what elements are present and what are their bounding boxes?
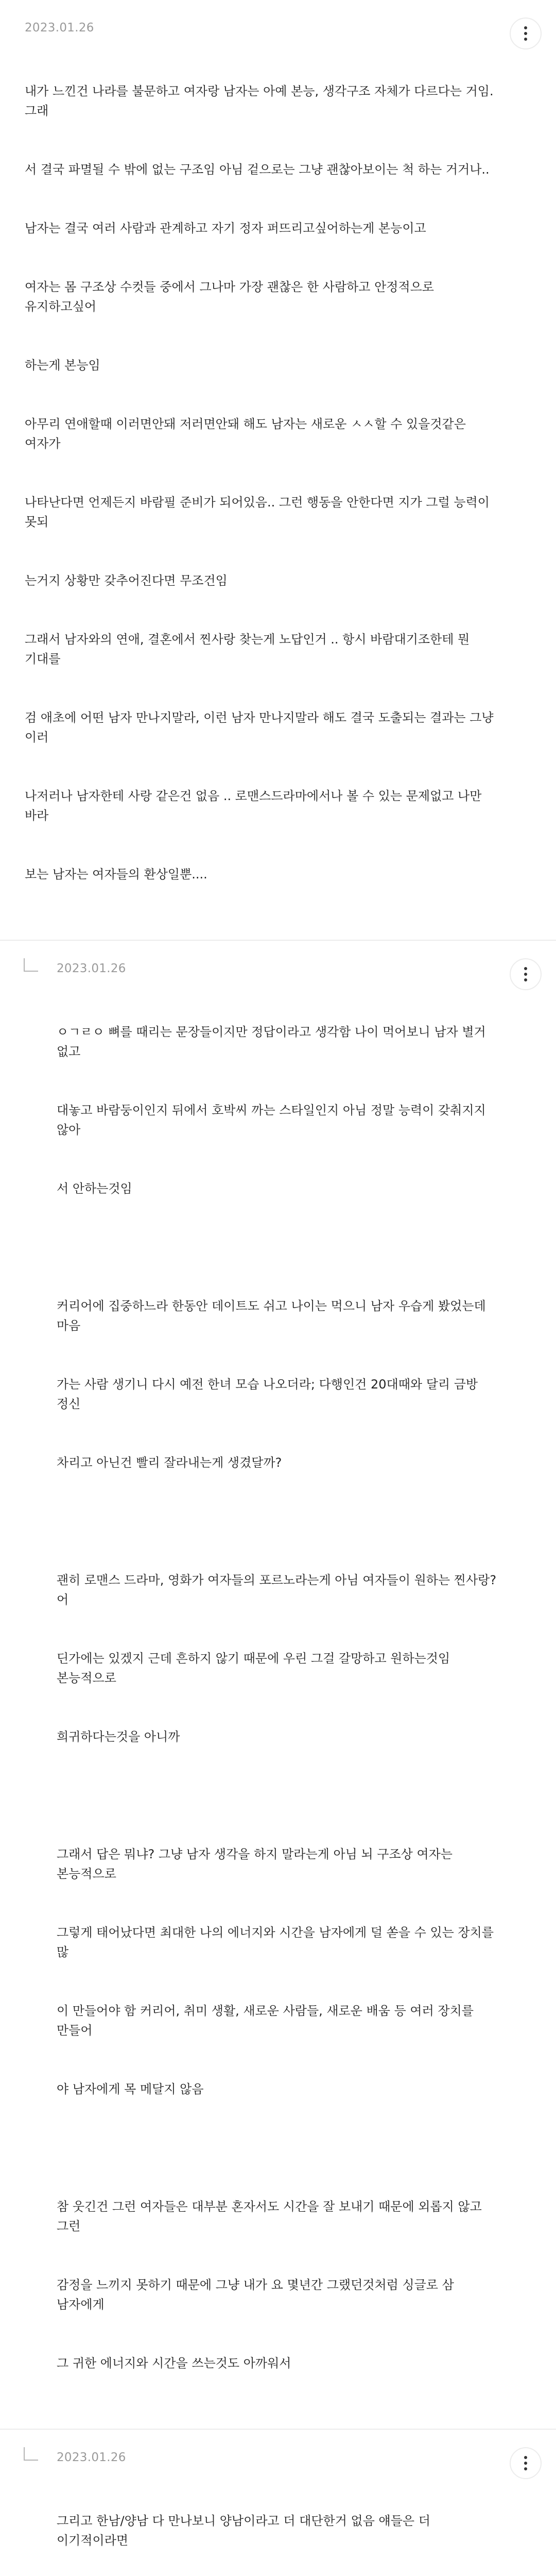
reply-comment: [0, 2430, 556, 2576]
comment-line: 희귀하다는것을 아니까: [57, 1730, 180, 1744]
more-options-button[interactable]: [510, 958, 542, 990]
comment: [0, 0, 556, 941]
reply-arrow-icon: [24, 2447, 38, 2461]
comment-line: 그리고 한남/양남 다 만나보니 양남이라고 더 대단한거 없음 얘들은 더 이기적이라면: [57, 2514, 435, 2548]
comment-date: 2023.01.26: [57, 962, 126, 975]
comment-line: 하는게 본능임: [25, 358, 100, 372]
more-vertical-icon: [524, 967, 527, 981]
comment-line: 여자는 몸 구조상 수컷들 중에서 그나마 가장 괜찮은 한 사람하고 안정적으로 유지하고싶어: [25, 280, 438, 314]
comment-paragraph: [57, 1531, 505, 1786]
comment-date: 2023.01.26: [25, 21, 94, 35]
reply-arrow-icon: [24, 958, 38, 972]
comment-line: 내가 느낀건 나라를 불문하고 여자랑 남자는 아예 본능, 생각구조 자체가 다르다는 거임. 그래: [25, 84, 498, 118]
comment-paragraph: [57, 983, 505, 1238]
comment-line: 감정을 느끼지 못하기 때문에 그냥 내가 요 몇년간 그랬던것처럼 싱글로 삼 남자에게: [57, 2278, 458, 2312]
comment-line: 그 귀한 에너지와 시간을 쓰는것도 아까워서: [57, 2356, 291, 2370]
comment-line: 서 안하는것임: [57, 1181, 132, 1196]
comment-line: 대놓고 바람둥이인지 뒤에서 호박씨 까는 스타일인지 아님 정말 능력이 갖춰지지 않아: [57, 1103, 490, 1137]
comment-line: 커리어에 집중하느라 한동안 데이트도 쉬고 나이는 먹으니 남자 우습게 봤었는데 마음: [57, 1299, 490, 1333]
comment-paragraph: [57, 2158, 505, 2412]
comment-line: 딘가에는 있겠지 근데 흔하지 않기 때문에 우린 그걸 갈망하고 원하는것임 본능적으로: [57, 1651, 454, 1685]
comment-line: 나타난다면 언제든지 바람필 준비가 되어있음.. 그런 행동을 안한다면 지가 그럴 능력이 못되: [25, 495, 494, 529]
reply-comment: [0, 941, 556, 2430]
comment-line: ㅇㄱㄹㅇ 뼈를 때리는 문장들이지만 정답이라고 생각함 나이 먹어보니 남자 별거 없고: [57, 1025, 490, 1059]
comment-line: 가는 사람 생기니 다시 예전 한녀 모습 나오더라; 다행인건 20대때와 달리 금방 정신: [57, 1377, 482, 1411]
comment-line: 서 결국 파멸될 수 밖에 없는 구조임 아님 겉으로는 그냥 괜찮아보이는 척 하는 거거나..: [25, 162, 490, 177]
comment-paragraph: [57, 1257, 505, 1512]
comment-line: 검 애초에 어떤 남자 만나지말라, 이런 남자 만나지말라 해도 결국 도출되는 결과는 그냥 이러: [25, 710, 498, 744]
comment-line: 차리고 아닌건 빨리 잘라내는게 생겼달까?: [57, 1455, 282, 1470]
comment-line: 는거지 상황만 갖추어진다면 무조건임: [25, 573, 228, 588]
comment-paragraph: [57, 2472, 505, 2576]
comment-paragraph: [57, 1805, 505, 2138]
comment-line: 참 웃긴건 그런 여자들은 대부분 혼자서도 시간을 잘 보내기 때문에 외롭지 않고 그런: [57, 2199, 486, 2233]
more-options-button[interactable]: [510, 18, 542, 49]
comment-body: [25, 42, 498, 923]
comment-line: 나저러나 남자한테 사랑 같은건 없음 .. 로맨스드라마에서나 볼 수 있는 문제없고 나만 바라: [25, 789, 486, 823]
more-vertical-icon: [524, 26, 527, 41]
comment-line: 남자는 결국 여러 사람과 관계하고 자기 정자 퍼뜨리고싶어하는게 본능이고: [25, 221, 426, 235]
comment-line: 그래서 남자와의 연애, 결혼에서 찐사랑 찾는게 노답인거 .. 항시 바람대기조한테 뭔 기대를: [25, 632, 474, 666]
more-vertical-icon: [524, 2456, 527, 2470]
comment-line: 이 만들어야 함 커리어, 취미 생활, 새로운 사람들, 새로운 배움 등 여러 장치를 만들어: [57, 2004, 478, 2038]
comment-line: 보는 남자는 여자들의 환상일뿐....: [25, 867, 207, 882]
comment-line: 야 남자에게 목 메달지 않음: [57, 2082, 204, 2096]
more-options-button[interactable]: [510, 2447, 542, 2479]
comment-line: 그렇게 태어났다면 최대한 나의 에너지와 시간을 남자에게 덜 쏟을 수 있는 장치를 많: [57, 1925, 498, 1959]
comment-date: 2023.01.26: [57, 2451, 126, 2464]
comment-line: 그래서 답은 뭐냐? 그냥 남자 생각을 하지 말라는게 아님 뇌 구조상 여자는 본능적으로: [57, 1847, 457, 1881]
comment-line: 아무리 연애할때 이러면안돼 저러면안돼 해도 남자는 새로운 ㅅㅅ할 수 있을것같은 여자가: [25, 417, 470, 451]
comment-line: 괜히 로맨스 드라마, 영화가 여자들의 포르노라는게 아님 여자들이 원하는 찐사랑? 어: [57, 1573, 500, 1607]
